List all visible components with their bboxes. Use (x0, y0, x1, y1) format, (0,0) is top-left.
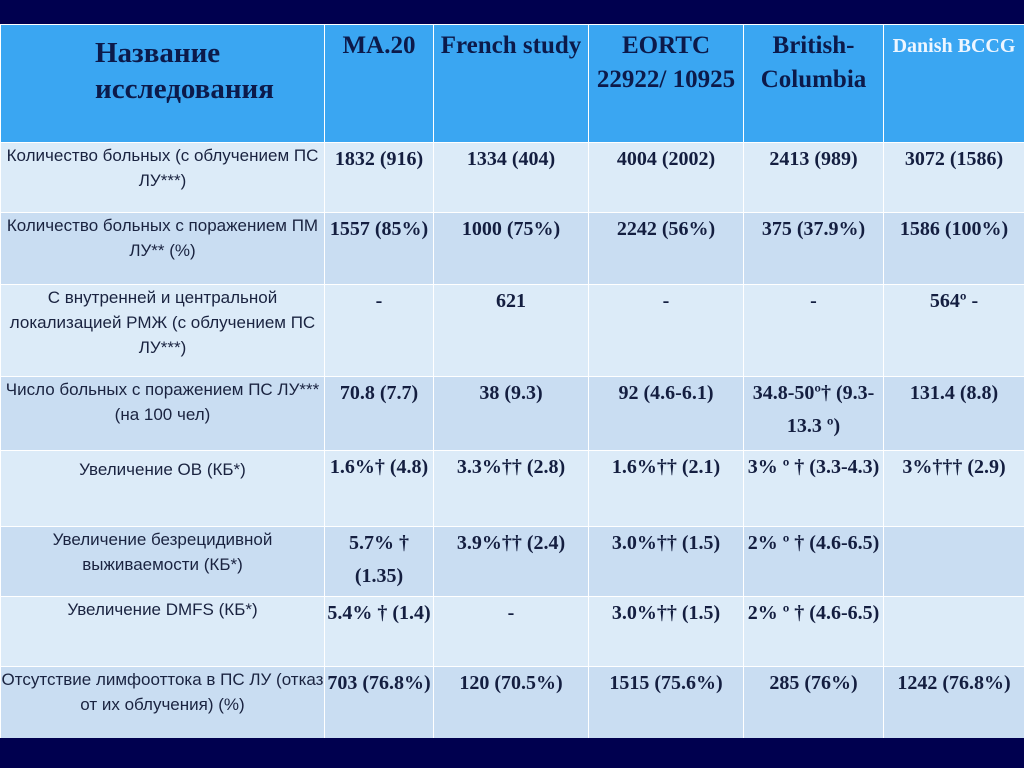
table-row (1, 527, 1024, 597)
cell-value (884, 597, 1024, 667)
cell-value: 1000 (75%) (434, 213, 589, 285)
cell-value: 131.4 (8.8) (884, 377, 1024, 451)
bottom-band (0, 738, 1024, 768)
table-header-row (1, 25, 1024, 143)
cell-value: 3% º † (3.3-4.3) (744, 451, 884, 527)
cell-value: 34.8-50º† (9.3-13.3 º) (744, 377, 884, 451)
row-label: Количество больных (с облучением ПС ЛУ***) (1, 143, 325, 213)
cell-value: 621 (434, 285, 589, 377)
cell-value: 3%††† (2.9) (884, 451, 1024, 527)
cell-value: 4004 (2002) (589, 143, 744, 213)
cell-value: 3.3%†† (2.8) (434, 451, 589, 527)
cell-value: 1.6%† (4.8) (325, 451, 434, 527)
cell-value: 375 (37.9%) (744, 213, 884, 285)
cell-value: 703 (76.8%) (325, 667, 434, 739)
row-label: Увеличение ОВ (КБ*) (1, 451, 325, 527)
cell-value: 120 (70.5%) (434, 667, 589, 739)
cell-value (884, 527, 1024, 597)
cell-value: 38 (9.3) (434, 377, 589, 451)
cell-value: 1242 (76.8%) (884, 667, 1024, 739)
cell-value: 564º - (884, 285, 1024, 377)
cell-value: 3072 (1586) (884, 143, 1024, 213)
cell-value: - (589, 285, 744, 377)
cell-value: - (325, 285, 434, 377)
studies-table (0, 24, 1024, 739)
cell-value: 2413 (989) (744, 143, 884, 213)
table-row (1, 451, 1024, 527)
top-band (0, 0, 1024, 24)
cell-value: 92 (4.6-6.1) (589, 377, 744, 451)
cell-value: 2242 (56%) (589, 213, 744, 285)
table-row (1, 377, 1024, 451)
cell-value: 3.0%†† (1.5) (589, 527, 744, 597)
cell-value: 285 (76%) (744, 667, 884, 739)
cell-value: - (434, 597, 589, 667)
header-study-ma20: MA.20 (325, 25, 434, 143)
cell-value: - (744, 285, 884, 377)
row-label: С внутренней и центральной локализацией РМЖ (с облучением ПС ЛУ***) (1, 285, 325, 377)
row-label: Увеличение безрецидивной выживаемости (КБ*) (1, 527, 325, 597)
row-label: Увеличение DMFS (КБ*) (1, 597, 325, 667)
table-row (1, 213, 1024, 285)
table-row (1, 285, 1024, 377)
cell-value: 1515 (75.6%) (589, 667, 744, 739)
row-label: Число больных с поражением ПС ЛУ*** (на 100 чел) (1, 377, 325, 451)
cell-value: 1832 (916) (325, 143, 434, 213)
cell-value: 1.6%†† (2.1) (589, 451, 744, 527)
header-study-danish: Danish BCCG (884, 25, 1024, 143)
cell-value: 3.9%†† (2.4) (434, 527, 589, 597)
cell-value: 2% º † (4.6-6.5) (744, 597, 884, 667)
header-label-column: Название исследования (1, 25, 325, 143)
cell-value: 5.7% † (1.35) (325, 527, 434, 597)
cell-value: 1557 (85%) (325, 213, 434, 285)
header-study-french: French study (434, 25, 589, 143)
header-study-british-columbia: British-Columbia (744, 25, 884, 143)
table-row (1, 667, 1024, 739)
table-row (1, 597, 1024, 667)
cell-value: 5.4% † (1.4) (325, 597, 434, 667)
row-label: Отсутствие лимфооттока в ПС ЛУ (отказ от их облучения) (%) (1, 667, 325, 739)
cell-value: 1334 (404) (434, 143, 589, 213)
cell-value: 1586 (100%) (884, 213, 1024, 285)
cell-value: 3.0%†† (1.5) (589, 597, 744, 667)
cell-value: 2% º † (4.6-6.5) (744, 527, 884, 597)
table-row (1, 143, 1024, 213)
cell-value: 70.8 (7.7) (325, 377, 434, 451)
row-label: Количество больных с поражением ПМ ЛУ** (%) (1, 213, 325, 285)
header-study-eortc: EORTC 22922/ 10925 (589, 25, 744, 143)
